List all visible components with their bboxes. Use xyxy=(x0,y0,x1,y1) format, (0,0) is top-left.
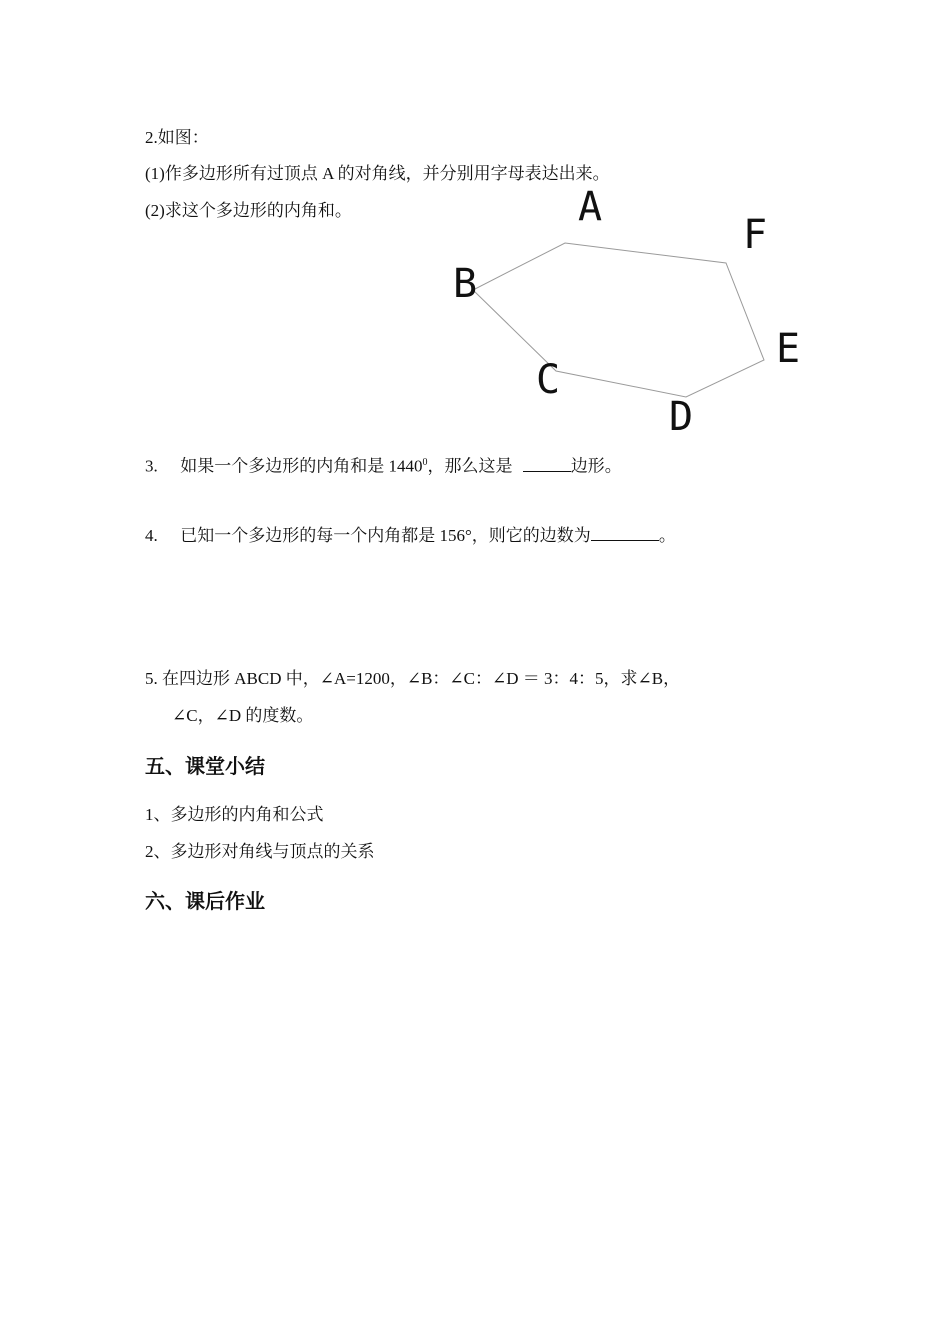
q4-text: 已知一个多边形的每一个内角都是 156°，则它的边数为 xyxy=(180,526,591,545)
polygon-figure xyxy=(440,180,820,440)
vertex-label-e: E xyxy=(776,326,801,372)
hexagon-outline xyxy=(473,243,764,397)
q2-part1: (1)作多边形所有过顶点 A 的对角线，并分别用字母表达出来。 xyxy=(145,164,610,183)
vertex-label-a: A xyxy=(578,184,603,230)
q5 xyxy=(145,668,680,690)
q2-title: 2.如图： xyxy=(145,128,209,147)
vertex-label-d: D xyxy=(669,394,694,440)
vertex-label-b: B xyxy=(453,261,478,307)
vertex-label-f: F xyxy=(743,212,768,258)
section5-item-1: 1、多边形的内角和公式 xyxy=(145,805,324,824)
vertex-label-c: C xyxy=(536,357,561,403)
q3-text-end: 边形。 xyxy=(570,456,622,476)
q3-text: 如果一个多边形的内角和是 1440 xyxy=(180,456,423,476)
q3-number: 3. xyxy=(145,456,158,476)
q2-part2: (2)求这个多边形的内角和。 xyxy=(145,201,352,220)
q4-number: 4. xyxy=(145,526,158,545)
section5-item-2: 2、多边形对角线与顶点的关系 xyxy=(145,842,375,861)
q4 xyxy=(145,524,676,547)
q5-line2: ∠C，∠D 的度数。 xyxy=(172,706,314,725)
q3 xyxy=(145,452,622,478)
section6-heading: 六、课后作业 xyxy=(145,889,265,913)
q5-number: 5. xyxy=(145,669,158,688)
q3-text-after: ，那么这是 xyxy=(427,456,513,476)
q3-superscript: 0 xyxy=(422,457,428,468)
q5-line1: 在四边形 ABCD 中，∠A=1200，∠B：∠C：∠D ＝ 3：4：5，求∠B， xyxy=(162,669,681,688)
q4-text-end: 。 xyxy=(658,526,676,545)
q4-answer-blank[interactable] xyxy=(591,524,659,541)
section5-heading: 五、课堂小结 xyxy=(145,754,265,778)
q3-answer-blank[interactable] xyxy=(523,455,571,472)
